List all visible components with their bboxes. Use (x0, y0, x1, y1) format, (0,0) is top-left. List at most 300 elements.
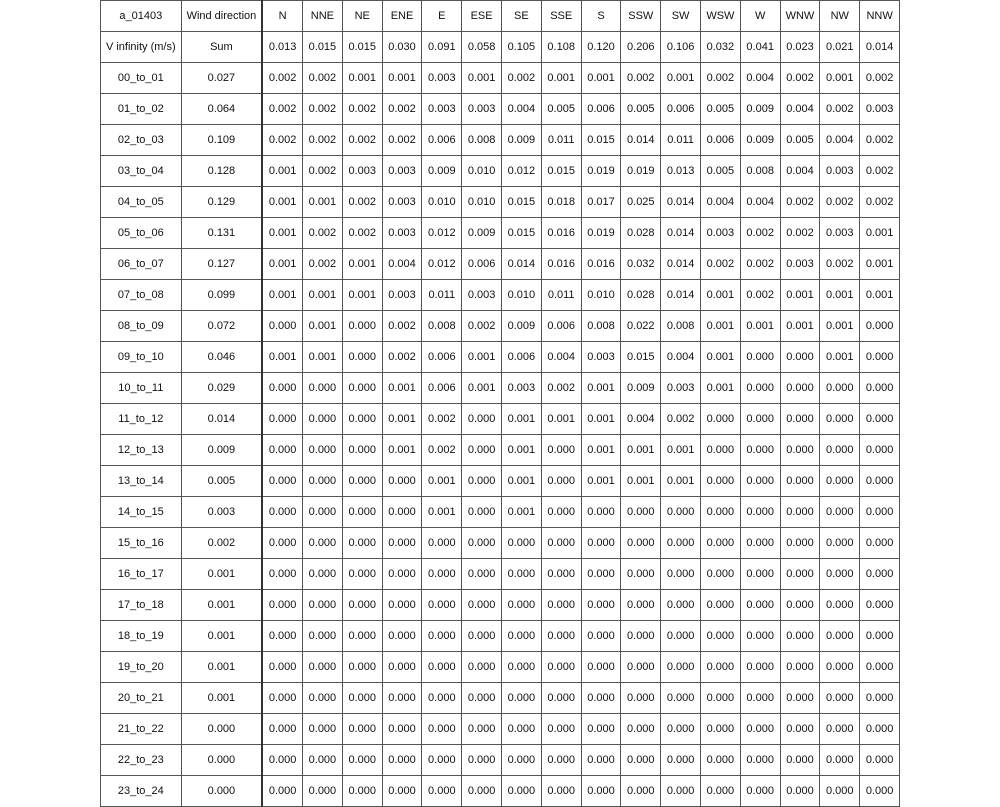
frequency-cell: 0.005 (700, 94, 740, 125)
frequency-cell: 0.000 (621, 683, 661, 714)
frequency-cell: 0.000 (342, 497, 382, 528)
frequency-cell: 0.003 (462, 280, 502, 311)
frequency-cell: 0.001 (342, 63, 382, 94)
frequency-cell: 0.000 (860, 311, 900, 342)
direction-sum-cell: 0.106 (661, 32, 701, 63)
frequency-cell: 0.000 (262, 497, 302, 528)
row-sum-cell: 0.129 (181, 187, 262, 218)
frequency-cell: 0.001 (820, 311, 860, 342)
frequency-cell: 0.000 (342, 714, 382, 745)
frequency-cell: 0.008 (422, 311, 462, 342)
speed-bin-cell: 23_to_24 (101, 776, 182, 807)
direction-sum-cell: 0.091 (422, 32, 462, 63)
frequency-cell: 0.000 (700, 497, 740, 528)
frequency-cell: 0.000 (342, 466, 382, 497)
frequency-cell: 0.000 (262, 621, 302, 652)
table-row (101, 218, 900, 249)
frequency-cell: 0.001 (700, 280, 740, 311)
frequency-cell: 0.014 (621, 125, 661, 156)
frequency-cell: 0.005 (700, 156, 740, 187)
frequency-cell: 0.000 (303, 745, 343, 776)
frequency-cell: 0.002 (462, 311, 502, 342)
frequency-cell: 0.000 (342, 683, 382, 714)
frequency-cell: 0.004 (661, 342, 701, 373)
frequency-cell: 0.008 (661, 311, 701, 342)
speed-bin-cell: 04_to_05 (101, 187, 182, 218)
frequency-cell: 0.000 (780, 714, 820, 745)
frequency-cell: 0.002 (661, 404, 701, 435)
table-row (101, 652, 900, 683)
frequency-cell: 0.000 (820, 559, 860, 590)
frequency-cell: 0.000 (541, 621, 581, 652)
frequency-cell: 0.001 (462, 63, 502, 94)
direction-header-cell: NE (342, 1, 382, 32)
frequency-cell: 0.000 (541, 652, 581, 683)
frequency-cell: 0.000 (581, 745, 621, 776)
table-row (101, 745, 900, 776)
frequency-cell: 0.000 (462, 404, 502, 435)
direction-header-cell: N (262, 1, 302, 32)
frequency-cell: 0.015 (621, 342, 661, 373)
row-sum-cell: 0.000 (181, 776, 262, 807)
frequency-cell: 0.002 (342, 218, 382, 249)
frequency-cell: 0.000 (502, 776, 542, 807)
direction-header-cell: NNE (303, 1, 343, 32)
frequency-cell: 0.000 (382, 590, 422, 621)
frequency-cell: 0.001 (342, 280, 382, 311)
frequency-cell: 0.001 (860, 280, 900, 311)
frequency-cell: 0.002 (820, 94, 860, 125)
frequency-cell: 0.006 (422, 342, 462, 373)
frequency-cell: 0.000 (661, 497, 701, 528)
frequency-cell: 0.000 (740, 559, 780, 590)
frequency-cell: 0.002 (342, 187, 382, 218)
frequency-cell: 0.000 (740, 714, 780, 745)
frequency-cell: 0.000 (262, 466, 302, 497)
row-sum-cell: 0.072 (181, 311, 262, 342)
frequency-cell: 0.004 (621, 404, 661, 435)
frequency-cell: 0.002 (860, 156, 900, 187)
frequency-cell: 0.003 (780, 249, 820, 280)
table-row (101, 714, 900, 745)
frequency-cell: 0.001 (303, 280, 343, 311)
header-row (101, 1, 900, 32)
frequency-cell: 0.001 (820, 280, 860, 311)
frequency-cell: 0.025 (621, 187, 661, 218)
frequency-cell: 0.000 (462, 590, 502, 621)
frequency-cell: 0.001 (262, 156, 302, 187)
speed-bin-cell: 02_to_03 (101, 125, 182, 156)
frequency-cell: 0.004 (820, 125, 860, 156)
frequency-cell: 0.005 (541, 94, 581, 125)
frequency-cell: 0.014 (661, 187, 701, 218)
frequency-cell: 0.000 (342, 435, 382, 466)
frequency-cell: 0.001 (860, 218, 900, 249)
frequency-cell: 0.000 (541, 683, 581, 714)
frequency-cell: 0.000 (382, 776, 422, 807)
frequency-cell: 0.000 (581, 714, 621, 745)
speed-bin-cell: 17_to_18 (101, 590, 182, 621)
frequency-cell: 0.014 (661, 249, 701, 280)
direction-sum-cell: 0.120 (581, 32, 621, 63)
frequency-cell: 0.003 (700, 218, 740, 249)
frequency-cell: 0.000 (860, 683, 900, 714)
table-row (101, 497, 900, 528)
frequency-cell: 0.000 (661, 745, 701, 776)
frequency-cell: 0.002 (422, 435, 462, 466)
speed-bin-cell: 14_to_15 (101, 497, 182, 528)
frequency-cell: 0.000 (303, 590, 343, 621)
frequency-cell: 0.000 (581, 776, 621, 807)
frequency-cell: 0.000 (820, 528, 860, 559)
frequency-cell: 0.000 (700, 776, 740, 807)
frequency-cell: 0.000 (700, 590, 740, 621)
frequency-cell: 0.000 (820, 497, 860, 528)
frequency-cell: 0.014 (661, 218, 701, 249)
direction-sum-cell: 0.041 (740, 32, 780, 63)
frequency-cell: 0.003 (820, 218, 860, 249)
frequency-cell: 0.002 (262, 94, 302, 125)
frequency-cell: 0.002 (860, 187, 900, 218)
frequency-cell: 0.032 (621, 249, 661, 280)
speed-bin-cell: 16_to_17 (101, 559, 182, 590)
frequency-cell: 0.002 (780, 187, 820, 218)
frequency-cell: 0.001 (700, 373, 740, 404)
frequency-cell: 0.000 (342, 590, 382, 621)
frequency-cell: 0.000 (342, 559, 382, 590)
table-row (101, 373, 900, 404)
frequency-cell: 0.000 (262, 559, 302, 590)
frequency-cell: 0.001 (462, 373, 502, 404)
frequency-cell: 0.000 (820, 776, 860, 807)
frequency-cell: 0.000 (860, 745, 900, 776)
table-row (101, 528, 900, 559)
frequency-cell: 0.002 (621, 63, 661, 94)
frequency-cell: 0.000 (382, 714, 422, 745)
speed-bin-cell: 07_to_08 (101, 280, 182, 311)
frequency-cell: 0.000 (740, 466, 780, 497)
frequency-cell: 0.000 (860, 590, 900, 621)
row-sum-cell: 0.000 (181, 745, 262, 776)
frequency-cell: 0.010 (462, 187, 502, 218)
frequency-cell: 0.001 (303, 187, 343, 218)
direction-header-cell: E (422, 1, 462, 32)
frequency-cell: 0.000 (262, 404, 302, 435)
frequency-cell: 0.000 (621, 652, 661, 683)
frequency-cell: 0.000 (860, 466, 900, 497)
frequency-cell: 0.000 (262, 652, 302, 683)
frequency-cell: 0.000 (382, 652, 422, 683)
frequency-cell: 0.002 (382, 125, 422, 156)
direction-header-cell: WNW (780, 1, 820, 32)
frequency-cell: 0.002 (303, 156, 343, 187)
frequency-cell: 0.001 (303, 342, 343, 373)
frequency-cell: 0.000 (342, 652, 382, 683)
frequency-cell: 0.000 (581, 497, 621, 528)
row-sum-cell: 0.005 (181, 466, 262, 497)
direction-header-cell: ENE (382, 1, 422, 32)
frequency-cell: 0.000 (780, 497, 820, 528)
frequency-cell: 0.001 (262, 342, 302, 373)
frequency-cell: 0.000 (581, 652, 621, 683)
frequency-cell: 0.001 (262, 218, 302, 249)
frequency-cell: 0.000 (422, 745, 462, 776)
frequency-cell: 0.004 (502, 94, 542, 125)
frequency-cell: 0.008 (462, 125, 502, 156)
frequency-cell: 0.003 (860, 94, 900, 125)
frequency-cell: 0.000 (860, 652, 900, 683)
frequency-cell: 0.016 (541, 218, 581, 249)
corner-label-cell: a_01403 (101, 1, 182, 32)
frequency-cell: 0.000 (342, 404, 382, 435)
frequency-cell: 0.002 (740, 280, 780, 311)
frequency-cell: 0.000 (740, 435, 780, 466)
frequency-cell: 0.001 (661, 466, 701, 497)
frequency-cell: 0.000 (422, 590, 462, 621)
frequency-cell: 0.002 (780, 63, 820, 94)
frequency-cell: 0.008 (581, 311, 621, 342)
frequency-cell: 0.000 (462, 559, 502, 590)
row-sum-cell: 0.131 (181, 218, 262, 249)
frequency-cell: 0.000 (780, 404, 820, 435)
frequency-cell: 0.000 (422, 776, 462, 807)
frequency-cell: 0.000 (780, 342, 820, 373)
frequency-cell: 0.000 (502, 745, 542, 776)
frequency-cell: 0.001 (780, 311, 820, 342)
frequency-cell: 0.003 (382, 187, 422, 218)
direction-sum-cell: 0.013 (262, 32, 302, 63)
table-row (101, 63, 900, 94)
frequency-cell: 0.000 (462, 466, 502, 497)
frequency-cell: 0.002 (303, 249, 343, 280)
frequency-cell: 0.001 (342, 249, 382, 280)
frequency-cell: 0.001 (382, 373, 422, 404)
table-row (101, 249, 900, 280)
frequency-cell: 0.000 (700, 745, 740, 776)
frequency-cell: 0.000 (462, 714, 502, 745)
frequency-cell: 0.000 (621, 528, 661, 559)
frequency-cell: 0.001 (700, 342, 740, 373)
frequency-cell: 0.000 (700, 528, 740, 559)
frequency-cell: 0.000 (382, 683, 422, 714)
table-row (101, 590, 900, 621)
frequency-cell: 0.000 (262, 373, 302, 404)
frequency-cell: 0.012 (422, 218, 462, 249)
frequency-cell: 0.000 (740, 745, 780, 776)
frequency-cell: 0.006 (462, 249, 502, 280)
frequency-cell: 0.001 (541, 63, 581, 94)
frequency-cell: 0.009 (740, 125, 780, 156)
frequency-cell: 0.003 (581, 342, 621, 373)
wind-direction-header-cell: Wind direction (181, 1, 262, 32)
frequency-cell: 0.000 (262, 528, 302, 559)
row-sum-cell: 0.001 (181, 683, 262, 714)
frequency-cell: 0.011 (541, 125, 581, 156)
frequency-cell: 0.000 (502, 652, 542, 683)
speed-bin-cell: 20_to_21 (101, 683, 182, 714)
frequency-cell: 0.001 (262, 280, 302, 311)
speed-bin-cell: 01_to_02 (101, 94, 182, 125)
frequency-cell: 0.001 (262, 249, 302, 280)
direction-header-cell: SW (661, 1, 701, 32)
frequency-cell: 0.004 (382, 249, 422, 280)
frequency-cell: 0.000 (820, 652, 860, 683)
direction-header-cell: ESE (462, 1, 502, 32)
frequency-cell: 0.003 (382, 218, 422, 249)
frequency-cell: 0.000 (661, 714, 701, 745)
frequency-cell: 0.000 (541, 745, 581, 776)
frequency-cell: 0.006 (581, 94, 621, 125)
frequency-cell: 0.000 (541, 497, 581, 528)
frequency-cell: 0.000 (303, 497, 343, 528)
frequency-cell: 0.000 (860, 404, 900, 435)
frequency-cell: 0.000 (342, 342, 382, 373)
frequency-cell: 0.000 (342, 373, 382, 404)
direction-sum-cell: 0.105 (502, 32, 542, 63)
frequency-cell: 0.003 (342, 156, 382, 187)
direction-sum-cell: 0.108 (541, 32, 581, 63)
frequency-cell: 0.000 (382, 497, 422, 528)
frequency-cell: 0.000 (700, 621, 740, 652)
frequency-cell: 0.000 (820, 683, 860, 714)
frequency-cell: 0.012 (502, 156, 542, 187)
frequency-cell: 0.002 (303, 218, 343, 249)
frequency-cell: 0.000 (740, 373, 780, 404)
frequency-cell: 0.004 (780, 156, 820, 187)
row-sum-cell: 0.099 (181, 280, 262, 311)
frequency-cell: 0.006 (422, 373, 462, 404)
frequency-cell: 0.009 (462, 218, 502, 249)
frequency-cell: 0.001 (661, 63, 701, 94)
frequency-cell: 0.000 (820, 373, 860, 404)
frequency-cell: 0.002 (502, 63, 542, 94)
frequency-cell: 0.000 (661, 559, 701, 590)
table-row (101, 776, 900, 807)
direction-header-cell: W (740, 1, 780, 32)
speed-bin-cell: 22_to_23 (101, 745, 182, 776)
frequency-cell: 0.002 (342, 94, 382, 125)
frequency-cell: 0.000 (621, 590, 661, 621)
frequency-cell: 0.000 (342, 621, 382, 652)
frequency-cell: 0.000 (740, 652, 780, 683)
frequency-cell: 0.000 (661, 776, 701, 807)
table-body (101, 1, 900, 807)
frequency-cell: 0.002 (422, 404, 462, 435)
frequency-cell: 0.000 (462, 435, 502, 466)
frequency-cell: 0.000 (462, 528, 502, 559)
frequency-cell: 0.001 (262, 187, 302, 218)
frequency-cell: 0.000 (700, 683, 740, 714)
frequency-cell: 0.000 (661, 590, 701, 621)
speed-bin-cell: 00_to_01 (101, 63, 182, 94)
frequency-cell: 0.000 (780, 621, 820, 652)
frequency-cell: 0.016 (541, 249, 581, 280)
frequency-cell: 0.000 (780, 466, 820, 497)
frequency-cell: 0.000 (661, 528, 701, 559)
frequency-cell: 0.002 (700, 249, 740, 280)
table-row (101, 311, 900, 342)
direction-header-cell: SE (502, 1, 542, 32)
frequency-cell: 0.000 (262, 311, 302, 342)
table-row (101, 559, 900, 590)
direction-header-cell: WSW (700, 1, 740, 32)
frequency-cell: 0.000 (860, 435, 900, 466)
speed-bin-cell: 05_to_06 (101, 218, 182, 249)
frequency-cell: 0.000 (780, 652, 820, 683)
direction-header-cell: NNW (860, 1, 900, 32)
frequency-cell: 0.000 (621, 714, 661, 745)
frequency-cell: 0.000 (541, 776, 581, 807)
frequency-cell: 0.001 (860, 249, 900, 280)
frequency-cell: 0.000 (780, 373, 820, 404)
frequency-cell: 0.011 (422, 280, 462, 311)
frequency-cell: 0.014 (502, 249, 542, 280)
frequency-cell: 0.001 (621, 435, 661, 466)
frequency-cell: 0.001 (740, 311, 780, 342)
frequency-cell: 0.000 (581, 683, 621, 714)
frequency-cell: 0.000 (382, 528, 422, 559)
frequency-cell: 0.002 (820, 187, 860, 218)
frequency-cell: 0.000 (541, 559, 581, 590)
frequency-cell: 0.000 (462, 621, 502, 652)
frequency-cell: 0.000 (342, 745, 382, 776)
frequency-cell: 0.000 (621, 776, 661, 807)
frequency-cell: 0.000 (820, 590, 860, 621)
speed-bin-cell: 09_to_10 (101, 342, 182, 373)
frequency-cell: 0.000 (860, 621, 900, 652)
frequency-cell: 0.001 (382, 404, 422, 435)
speed-header-cell: V infinity (m/s) (101, 32, 182, 63)
frequency-cell: 0.000 (700, 652, 740, 683)
frequency-cell: 0.000 (422, 528, 462, 559)
frequency-cell: 0.000 (422, 714, 462, 745)
frequency-cell: 0.000 (422, 652, 462, 683)
frequency-cell: 0.000 (502, 528, 542, 559)
frequency-cell: 0.002 (860, 63, 900, 94)
speed-bin-cell: 11_to_12 (101, 404, 182, 435)
frequency-cell: 0.000 (860, 559, 900, 590)
frequency-cell: 0.003 (462, 94, 502, 125)
frequency-cell: 0.011 (541, 280, 581, 311)
frequency-cell: 0.001 (502, 435, 542, 466)
row-sum-cell: 0.027 (181, 63, 262, 94)
frequency-cell: 0.002 (740, 218, 780, 249)
frequency-cell: 0.001 (780, 280, 820, 311)
frequency-cell: 0.000 (342, 311, 382, 342)
frequency-cell: 0.002 (820, 249, 860, 280)
frequency-cell: 0.000 (860, 776, 900, 807)
frequency-cell: 0.019 (581, 218, 621, 249)
frequency-cell: 0.000 (502, 559, 542, 590)
table-row (101, 435, 900, 466)
frequency-cell: 0.002 (700, 63, 740, 94)
frequency-cell: 0.000 (740, 590, 780, 621)
frequency-cell: 0.004 (780, 94, 820, 125)
frequency-cell: 0.001 (621, 466, 661, 497)
direction-sum-cell: 0.015 (303, 32, 343, 63)
frequency-cell: 0.000 (820, 435, 860, 466)
frequency-cell: 0.001 (820, 63, 860, 94)
frequency-cell: 0.002 (382, 94, 422, 125)
direction-header-cell: NW (820, 1, 860, 32)
frequency-cell: 0.010 (502, 280, 542, 311)
frequency-cell: 0.001 (820, 342, 860, 373)
frequency-cell: 0.000 (581, 528, 621, 559)
frequency-cell: 0.009 (740, 94, 780, 125)
frequency-cell: 0.001 (581, 373, 621, 404)
frequency-cell: 0.010 (462, 156, 502, 187)
speed-bin-cell: 10_to_11 (101, 373, 182, 404)
